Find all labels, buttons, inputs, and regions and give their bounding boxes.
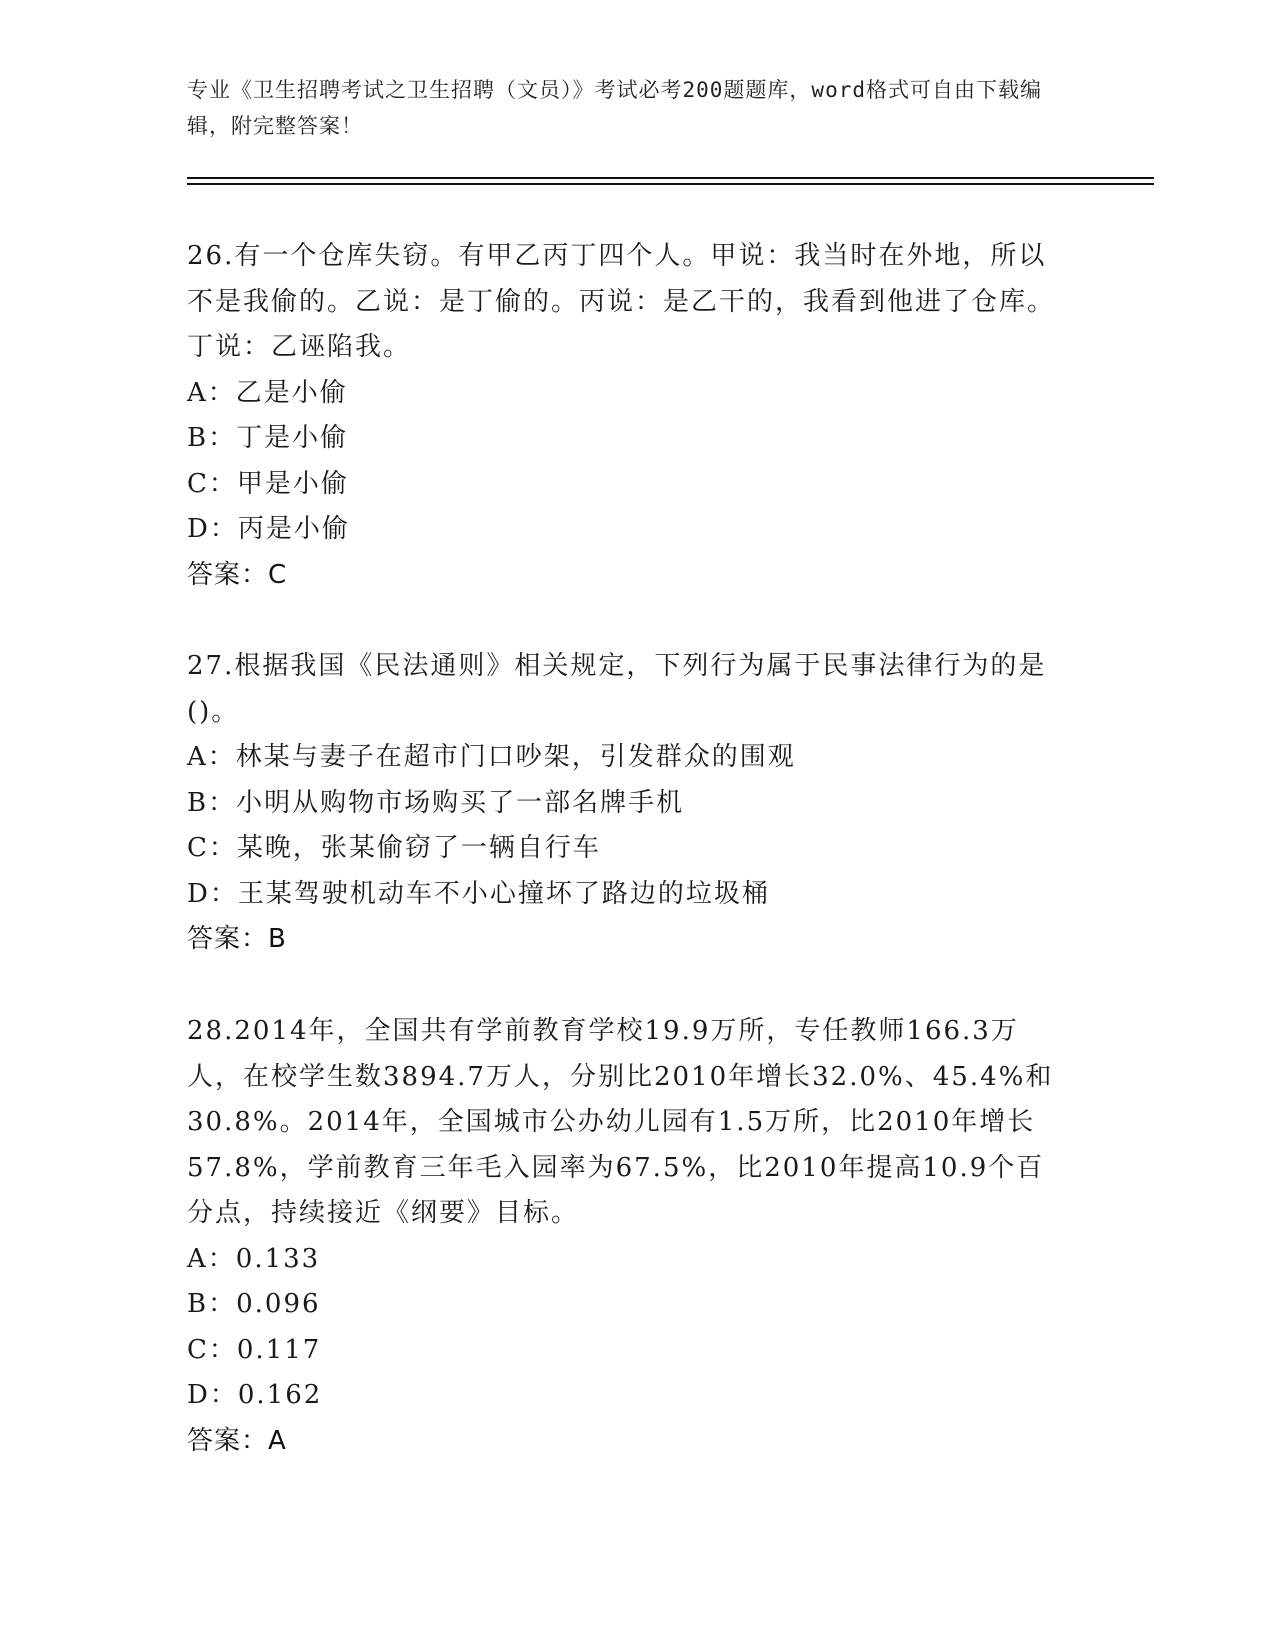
- header-divider: [187, 177, 1154, 185]
- option-c: C：0.117: [187, 1334, 322, 1365]
- option-a: A：乙是小偷: [187, 377, 348, 408]
- option-d: D：王某驾驶机动车不小心撞坏了路边的垃圾桶: [187, 878, 770, 909]
- document-header: 专业《卫生招聘考试之卫生招聘（文员）》考试必考200题题库，word格式可自由下载编辑，附完整答案！: [187, 78, 1042, 138]
- option-b: B：小明从购物市场购买了一部名牌手机: [187, 787, 685, 818]
- option-c: C：甲是小偷: [187, 468, 349, 499]
- answer-line: 答案：B: [187, 924, 287, 954]
- question-text: 28.2014年，全国共有学前教育学校19.9万所，专任教师166.3万人，在校学生数3894.7万人，分别比2010年增长32.0%、45.4%和30.8%。2014年，全国城市公办幼儿园有1.5万所，比2010年增长57.8%，学前教育三年毛入园率为67.5%，比2010年提高10.9个百分点，持续接近《纲要》目标。: [187, 1016, 1054, 1228]
- question-block: [187, 234, 1067, 598]
- option-c: C：某晚，张某偷窃了一辆自行车: [187, 833, 601, 863]
- question-block: [187, 1009, 1067, 1464]
- answer-line: 答案：C: [187, 559, 288, 590]
- question-text: 27.根据我国《民法通则》相关规定，下列行为属于民事法律行为的是()。: [187, 651, 1047, 727]
- answer-line: 答案：A: [187, 1425, 287, 1456]
- option-b: B：0.096: [187, 1289, 321, 1319]
- option-a: A：林某与妻子在超市门口吵架，引发群众的围观: [187, 742, 796, 772]
- question-block: [187, 644, 1067, 963]
- option-b: B：丁是小偷: [187, 423, 349, 453]
- option-d: D：0.162: [187, 1380, 323, 1410]
- option-d: D：丙是小偷: [187, 514, 350, 544]
- option-a: A：0.133: [187, 1243, 321, 1274]
- question-text: 26.有一个仓库失窃。有甲乙丙丁四个人。甲说：我当时在外地，所以不是我偷的。乙说：是丁偷的。丙说：是乙干的，我看到他进了仓库。丁说：乙诬陷我。: [187, 241, 1056, 362]
